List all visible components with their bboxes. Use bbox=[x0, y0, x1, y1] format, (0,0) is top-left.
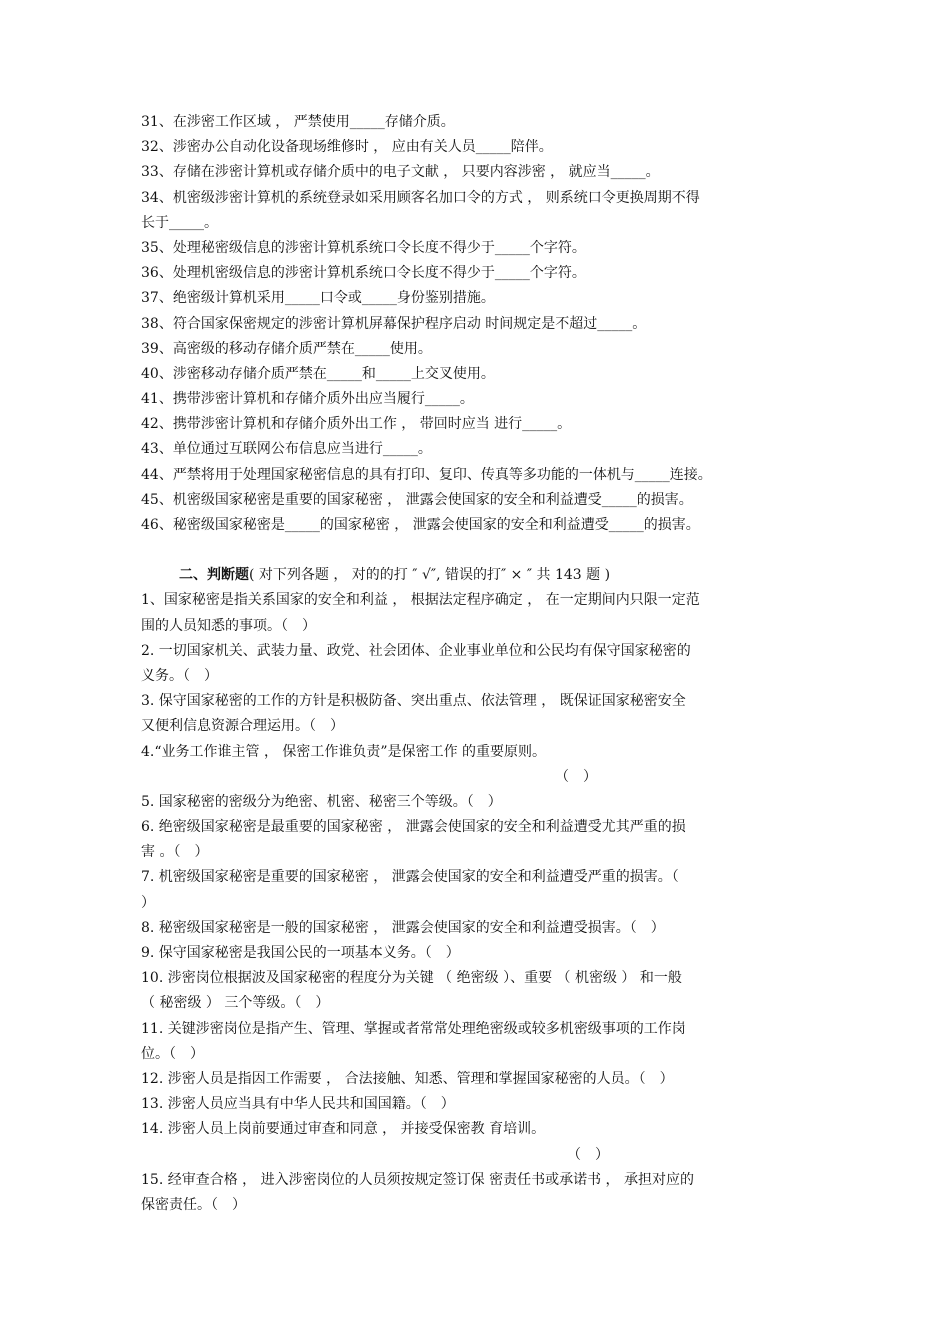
judgment-line: 10. 涉密岗位根据波及国家秘密的程度分为关键 （ 绝密级 ）、重要 （ 机密级 ） 和一般 bbox=[141, 970, 682, 987]
judgment-line: 6. 绝密级国家秘密是最重要的国家秘密 ， 泄露会使国家的安全和利益遭受尤其严重的损 bbox=[141, 819, 686, 836]
answer-bracket: （ ） bbox=[555, 768, 597, 785]
judgment-line: 7. 机密级国家秘密是重要的国家秘密 ， 泄露会使国家的安全和利益遭受严重的损害。（ bbox=[141, 869, 679, 886]
judgment-line: 保密责任。（ ） bbox=[141, 1196, 246, 1213]
document-page bbox=[141, 110, 813, 1218]
judgment-line: 围的人员知悉的事项。（ ） bbox=[141, 617, 316, 634]
fill-in-item: 46、秘密级国家秘密是_____的国家秘密 ， 泄露会使国家的安全和利益遭受_____的损害。 bbox=[141, 517, 700, 533]
judgment-line: 4.“业务工作谁主管 ， 保密工作谁负责”是保密工作 的重要原则。 bbox=[141, 743, 547, 760]
judgment-line: 位。（ ） bbox=[141, 1045, 204, 1062]
fill-in-item: 42、携带涉密计算机和存储介质外出工作 ， 带回时应当 进行_____。 bbox=[141, 416, 572, 433]
judgment-line: 3. 保守国家秘密的工作的方针是积极防备、突出重点、依法管理 ， 既保证国家秘密安全 bbox=[141, 693, 686, 710]
fill-in-item: 38、符合国家保密规定的涉密计算机屏幕保护程序启动 时间规定是不超过_____。 bbox=[141, 315, 647, 332]
judgment-line: 1、国家秘密是指关系国家的安全和利益 ， 根据法定程序确定 ， 在一定期间内只限一定范 bbox=[141, 592, 700, 609]
section-spacer bbox=[141, 538, 813, 563]
fill-in-item: 37、绝密级计算机采用_____口令或_____身份鉴别措施。 bbox=[141, 290, 495, 307]
fill-in-item: 32、涉密办公自动化设备现场维修时 ， 应由有关人员_____陪伴。 bbox=[141, 139, 553, 156]
judgment-section bbox=[141, 588, 813, 1218]
fill-in-item: 33、存储在涉密计算机或存储介质中的电子文献 ， 只要内容涉密 ， 就应当_____。 bbox=[141, 164, 660, 181]
judgment-line: 5. 国家秘密的密级分为绝密、机密、秘密三个等级。（ ） bbox=[141, 793, 502, 810]
judgment-line: 义务。（ ） bbox=[141, 667, 218, 684]
fill-in-item: 31、在涉密工作区域 ， 严禁使用_____存储介质。 bbox=[141, 114, 455, 130]
judgment-line: ） bbox=[141, 894, 155, 911]
fill-in-section bbox=[141, 110, 813, 538]
fill-in-item: 39、高密级的移动存储介质严禁在_____使用。 bbox=[141, 340, 432, 357]
fill-in-item: 45、机密级国家秘密是重要的国家秘密 ， 泄露会使国家的安全和利益遭受_____的损害。 bbox=[141, 491, 693, 508]
judgment-line: 12. 涉密人员是指因工作需要 ， 合法接触、知悉、管理和掌握国家秘密的人员。（ ） bbox=[141, 1070, 674, 1087]
fill-in-item: 34、机密级涉密计算机的系统登录如采用顾客名加口令的方式 ， 则系统口令更换周期不得 bbox=[141, 189, 700, 206]
section-heading-label: 二、判断题 bbox=[179, 567, 249, 584]
judgment-line: 15. 经审查合格 ， 进入涉密岗位的人员须按规定签订保 密责任书或承诺书 ， 承担对应的 bbox=[141, 1171, 694, 1188]
judgment-line: 11. 关键涉密岗位是指产生、管理、掌握或者常常处理绝密级或较多机密级事项的工作岗 bbox=[141, 1020, 686, 1037]
section-heading-note: ( 对下列各题 ， 对的的打 ″ √″, 错误的打″ × ″ 共 143 题 ) bbox=[249, 567, 611, 584]
fill-in-item: 44、严禁将用于处理国家秘密信息的具有打印、复印、传真等多功能的一体机与_____连接。 bbox=[141, 466, 712, 483]
judgment-line: 13. 涉密人员应当具有中华人民共和国国籍。（ ） bbox=[141, 1096, 455, 1113]
fill-in-item: 长于_____。 bbox=[141, 214, 218, 231]
judgment-line: （ 秘密级 ） 三个等级。（ ） bbox=[141, 995, 330, 1012]
fill-in-item: 41、携带涉密计算机和存储介质外出应当履行_____。 bbox=[141, 391, 474, 408]
judgment-line: 8. 秘密级国家秘密是一般的国家秘密 ， 泄露会使国家的安全和利益遭受损害。（ ） bbox=[141, 919, 665, 936]
section-heading bbox=[141, 563, 813, 588]
judgment-line: 害 。（ ） bbox=[141, 844, 209, 861]
fill-in-item: 40、涉密移动存储介质严禁在_____和_____上交叉使用。 bbox=[141, 365, 495, 382]
fill-in-item: 36、处理机密级信息的涉密计算机系统口令长度不得少于_____个字符。 bbox=[141, 265, 586, 282]
answer-bracket: （ ） bbox=[567, 1146, 609, 1163]
judgment-line: 又便利信息资源合理运用。（ ） bbox=[141, 718, 344, 735]
fill-in-item: 43、单位通过互联网公布信息应当进行_____。 bbox=[141, 441, 432, 458]
judgment-line: 9. 保守国家秘密是我国公民的一项基本义务。（ ） bbox=[141, 945, 460, 961]
fill-in-item: 35、处理秘密级信息的涉密计算机系统口令长度不得少于_____个字符。 bbox=[141, 239, 586, 256]
judgment-line: 14. 涉密人员上岗前要通过审查和同意 ， 并接受保密教 育培训。 bbox=[141, 1121, 546, 1138]
judgment-line: 2. 一切国家机关、武装力量、政党、社会团体、企业事业单位和公民均有保守国家秘密的 bbox=[141, 642, 691, 659]
